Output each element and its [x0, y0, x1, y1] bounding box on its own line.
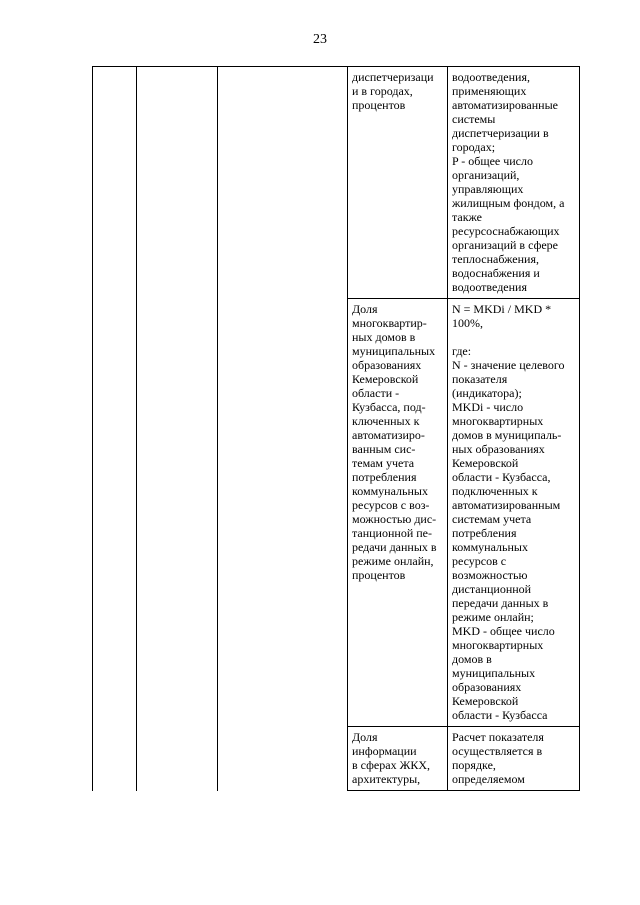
formula-cell: Расчет показателя осуществляется в порядке, определяемом [448, 727, 580, 791]
indicators-table [92, 66, 580, 791]
page-number: 23 [313, 32, 327, 47]
empty-cell [137, 67, 218, 791]
table-row [93, 67, 580, 299]
empty-cell [93, 67, 137, 791]
indicator-cell: диспетчеризаци и в городах, процентов [348, 67, 448, 299]
indicator-cell: Доля многоквартир- ных домов в муниципальных образованиях Кемеровской области - Кузбасса, под- ключенных к автоматизиро- ванным сис- темам учета потребления коммунальных ресурсов с воз- можностью дис- танционной пе- редачи данных в режиме онлайн, процентов [348, 299, 448, 727]
empty-cell [218, 67, 348, 791]
formula-cell: N = MKDi / MKD * 100%, где: N - значение целевого показателя (индикатора); MKDi - число многоквартирных домов в муниципаль- ных образованиях Кемеровской области - Кузбасса, подключенных к автоматизированным системам учета потребления коммунальных ресурсов с возможностью дистанционной передачи данных в режиме онлайн; MKD - общее число многоквартирных домов в муниципальных образованиях Кемеровской области - Кузбасса [448, 299, 580, 727]
indicator-cell: Доля информации в сферах ЖКХ, архитектуры, [348, 727, 448, 791]
formula-cell: водоотведения, применяющих автоматизированные системы диспетчеризации в городах; P - общее число организаций, управляющих жилищным фондом, а также ресурсоснабжающих организаций в сфере теплоснабжения, водоснабжения и водоотведения [448, 67, 580, 299]
